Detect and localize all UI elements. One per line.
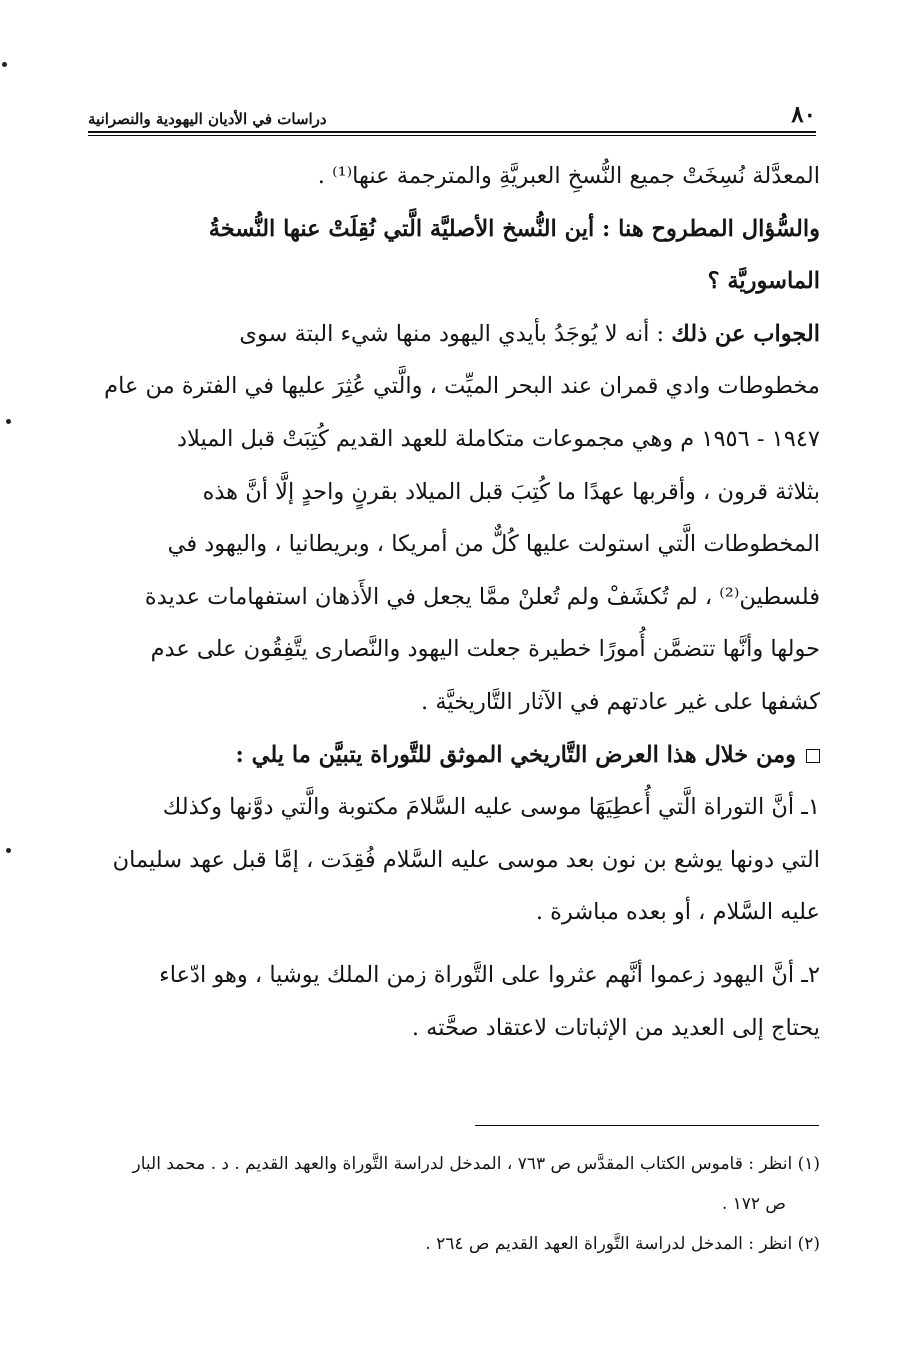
text-line: المعدَّلة نُسِخَتْ جميع النُّسخِ العبريَّةِ والمترجمة عنها⁽¹⁾ . xyxy=(317,163,820,189)
text-line: فلسطين⁽²⁾ ، لم تُكشَفْ ولم تُعلنْ ممَّا يجعل في الأَذهان استفهامات عديدة xyxy=(144,583,820,610)
list-item-line: عليه السَّلام ، أو بعده مباشرة . xyxy=(535,899,820,926)
answer-lead: الجواب عن ذلك xyxy=(671,320,820,347)
running-title: دراسات في الأديان اليهودية والنصرانية xyxy=(88,110,327,128)
header-rule xyxy=(88,131,816,133)
question-line: الماسوريَّة ؟ xyxy=(707,268,820,295)
margin-mark xyxy=(2,62,7,67)
text-line: ١٩٤٧ - ١٩٥٦ م وهي مجموعات متكاملة للعهد القديم كُتِبَتْ قبل الميلاد xyxy=(177,425,820,452)
text-line: بثلاثة قرون ، وأقربها عهدًا ما كُتِبَ قبل الميلاد بقرنٍ واحدٍ إلَّا أنَّ هذه xyxy=(202,478,820,505)
answer-line xyxy=(88,308,820,361)
section-heading xyxy=(88,729,820,782)
margin-mark xyxy=(6,419,11,424)
text-line: مخطوطات وادي قمران عند البحر الميِّت ، والَّتي عُثِرَ عليها في الفترة من عام xyxy=(104,373,820,400)
footnote-2: (٢) انظر : المدخل لدراسة التَّوراة العهد القديم ص ٢٦٤ . xyxy=(425,1234,820,1254)
text-line: المخطوطات الَّتي استولت عليها كُلٌّ من أمريكا ، وبريطانيا ، واليهود في xyxy=(167,531,820,558)
text-line: حولها وأنَّها تتضمَّن أُمورًا خطيرة جعلت اليهود والنَّصارى يتَّفِقُون على عدم xyxy=(150,636,820,663)
answer-text: : أنه لا يُوجَدُ بأيدي اليهود منها شيء البتة سوى xyxy=(239,320,672,347)
list-item-line: يحتاج إلى العديد من الإثباتات لاعتقاد صحَّته . xyxy=(411,1014,820,1041)
page-header xyxy=(88,98,816,128)
list-item-line: التي دونها يوشع بن نون بعد موسى عليه السَّلام فُقِدَت ، إمَّا قبل عهد سليمان xyxy=(112,846,820,873)
footnote-1-continuation: ص ١٧٢ . xyxy=(721,1194,786,1214)
list-item-line: ١ـ أنَّ التوراة الَّتي أُعطِيَهَا موسى عليه السَّلامَ مكتوبة والَّتي دوَّنها وكذلك xyxy=(162,794,820,821)
header-rule-thin xyxy=(88,135,816,136)
footnotes xyxy=(88,1144,820,1264)
square-bullet-icon xyxy=(806,749,820,763)
section-heading-text: ومن خلال هذا العرض التَّاريخي الموثق للتَّوراة يتبيَّن ما يلي : xyxy=(235,741,796,768)
page-number: ٨٠ xyxy=(791,101,816,128)
list-item-line: ٢ـ أنَّ اليهود زعموا أنَّهم عثروا على التَّوراة زمن الملك يوشيا ، وهو ادّعاء xyxy=(159,961,820,988)
question-line: والسُّؤال المطروح هنا : أين النُّسخ الأصليَّة الَّتي نُقِلَتْ عنها النُّسخةُ xyxy=(208,215,820,242)
footnote-separator xyxy=(475,1125,819,1126)
main-text xyxy=(88,150,820,1054)
margin-mark xyxy=(6,848,11,853)
footnote-1: (١) انظر : قاموس الكتاب المقدَّس ص ٧٦٣ ، المدخل لدراسة التَّوراة والعهد القديم . د . محمد البار xyxy=(132,1154,820,1174)
text-line: كشفها على غير عادتهم في الآثار التَّاريخيَّة . xyxy=(421,688,820,715)
